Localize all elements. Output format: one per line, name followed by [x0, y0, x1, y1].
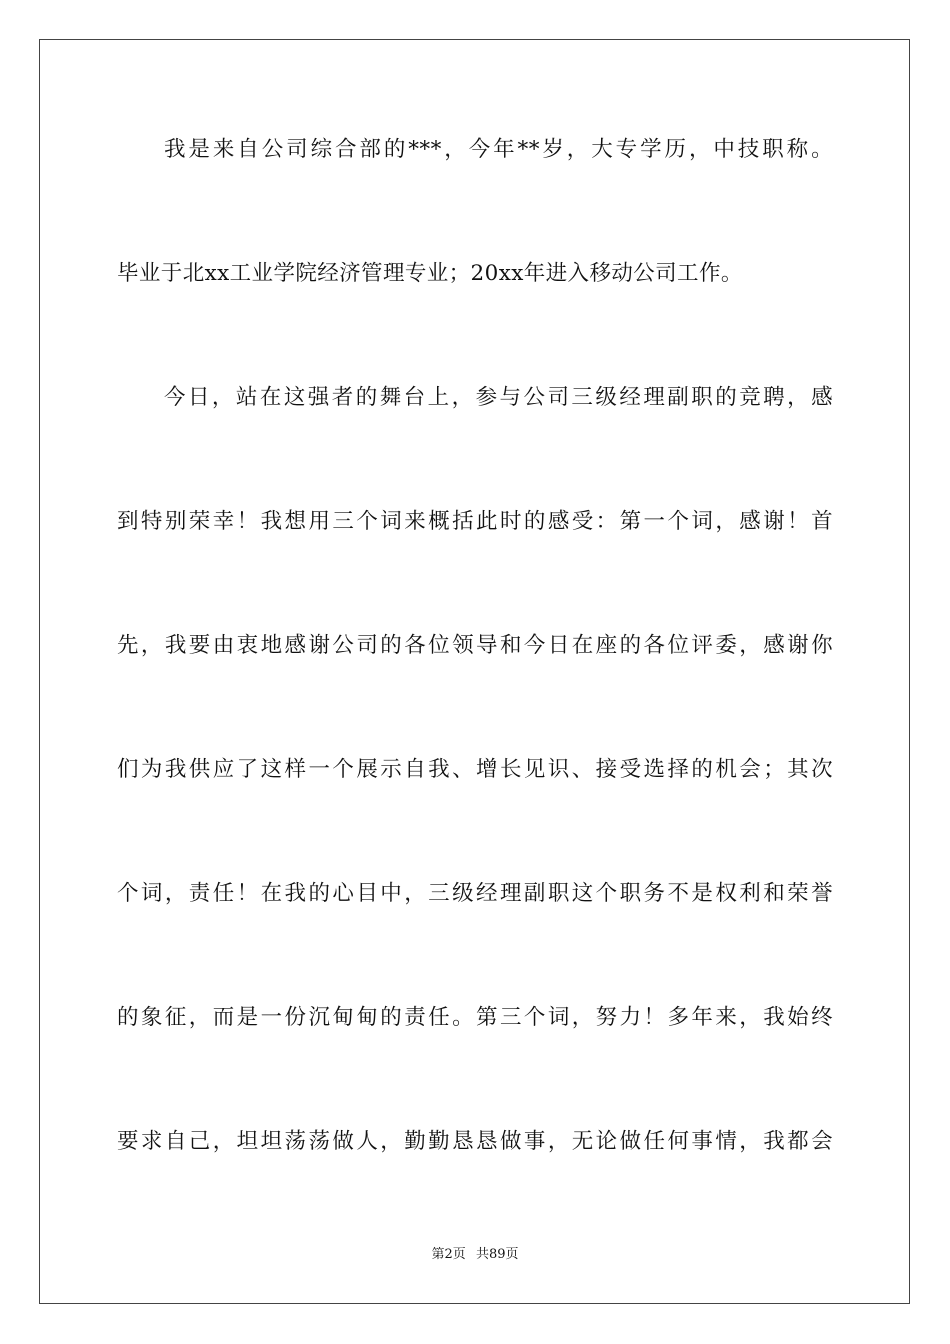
paragraph-line: 先，我要由衷地感谢公司的各位领导和今日在座的各位评委，感谢你 [117, 633, 833, 658]
page-border [39, 39, 910, 1304]
paragraph-line: 到特别荣幸！我想用三个词来概括此时的感受：第一个词，感谢！首 [117, 509, 833, 534]
paragraph-line: 的象征，而是一份沉甸甸的责任。第三个词，努力！多年来，我始终 [117, 1005, 833, 1030]
paragraph-line: 个词，责任！在我的心目中，三级经理副职这个职务不是权利和荣誉 [117, 881, 833, 906]
paragraph-line: 我是来自公司综合部的***，今年**岁，大专学历，中技职称。 [164, 137, 833, 162]
paragraph-line: 们为我供应了这样一个展示自我、增长见识、接受选择的机会；其次 [117, 757, 833, 782]
page-footer [0, 1246, 950, 1264]
paragraph-line: 今日，站在这强者的舞台上，参与公司三级经理副职的竞聘，感 [164, 385, 833, 410]
page-total: 共89页 [475, 1247, 519, 1262]
paragraph-line: 要求自己，坦坦荡荡做人，勤勤恳恳做事，无论做任何事情，我都会 [117, 1129, 833, 1154]
page-number: 第2页 [431, 1247, 466, 1262]
paragraph-line: 毕业于北xx工业学院经济管理专业；20xx年进入移动公司工作。 [117, 261, 743, 286]
